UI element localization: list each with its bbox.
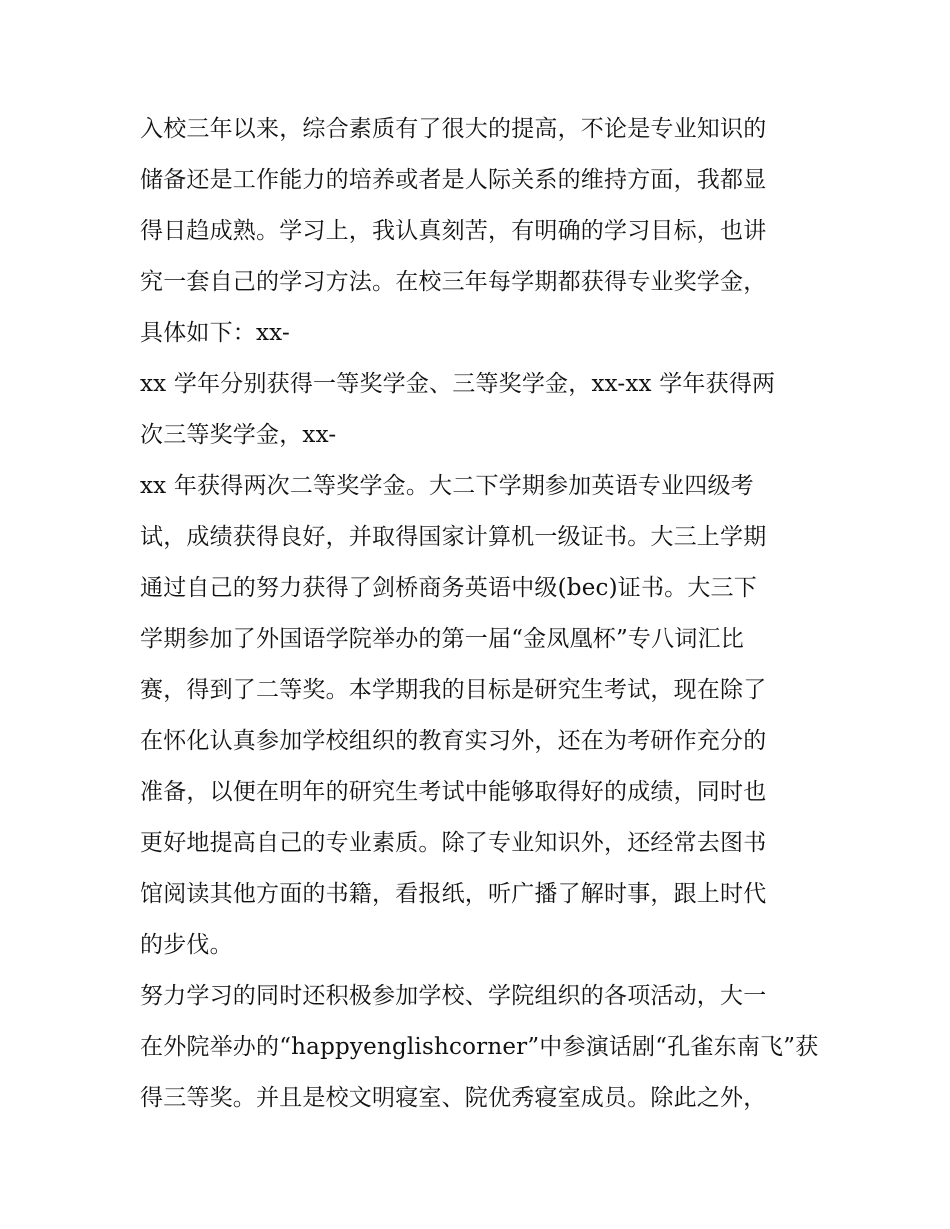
text-line: 馆阅读其他方面的书籍，看报纸，听广播了解时事，跟上时代 [140, 881, 767, 907]
text-line: 通过自己的努力获得了剑桥商务英语中级(bec)证书。大三下 [140, 575, 757, 601]
text-line: 的步伐。 [140, 932, 233, 958]
text-line: 得日趋成熟。学习上，我认真刻苦，有明确的学习目标，也讲 [140, 218, 767, 244]
text-line: xx 年获得两次二等奖学金。大二下学期参加英语专业四级考 [140, 473, 754, 499]
text-line: xx 学年分别获得一等奖学金、三等奖学金，xx-xx 学年获得两 [140, 371, 776, 397]
text-line: 试，成绩获得良好，并取得国家计算机一级证书。大三上学期 [140, 524, 767, 550]
document-body [140, 104, 820, 1124]
text-line: 储备还是工作能力的培养或者是人际关系的维持方面，我都显 [140, 167, 767, 193]
text-line: 准备，以便在明年的研究生考试中能够取得好的成绩，同时也 [140, 779, 767, 805]
text-line: 入校三年以来，综合素质有了很大的提高，不论是专业知识的 [140, 116, 767, 142]
text-line: 在怀化认真参加学校组织的教育实习外，还在为考研作充分的 [140, 728, 767, 754]
text-line: 赛，得到了二等奖。本学期我的目标是研究生考试，现在除了 [140, 677, 767, 703]
text-line: 在外院举办的“happyenglishcorner”中参演话剧“孔雀东南飞”获 [140, 1034, 819, 1060]
text-line: 究一套自己的学习方法。在校三年每学期都获得专业奖学金， [140, 269, 767, 295]
text-line: 学期参加了外国语学院举办的第一届“金凤凰杯”专八词汇比 [140, 626, 744, 652]
text-line: 次三等奖学金，xx- [140, 422, 337, 448]
text-line: 得三等奖。并且是校文明寝室、院优秀寝室成员。除此之外， [140, 1085, 767, 1111]
text-line: 更好地提高自己的专业素质。除了专业知识外，还经常去图书 [140, 830, 767, 856]
text-line: 具体如下：xx- [140, 320, 290, 346]
text-line: 努力学习的同时还积极参加学校、学院组织的各项活动，大一 [140, 983, 767, 1009]
